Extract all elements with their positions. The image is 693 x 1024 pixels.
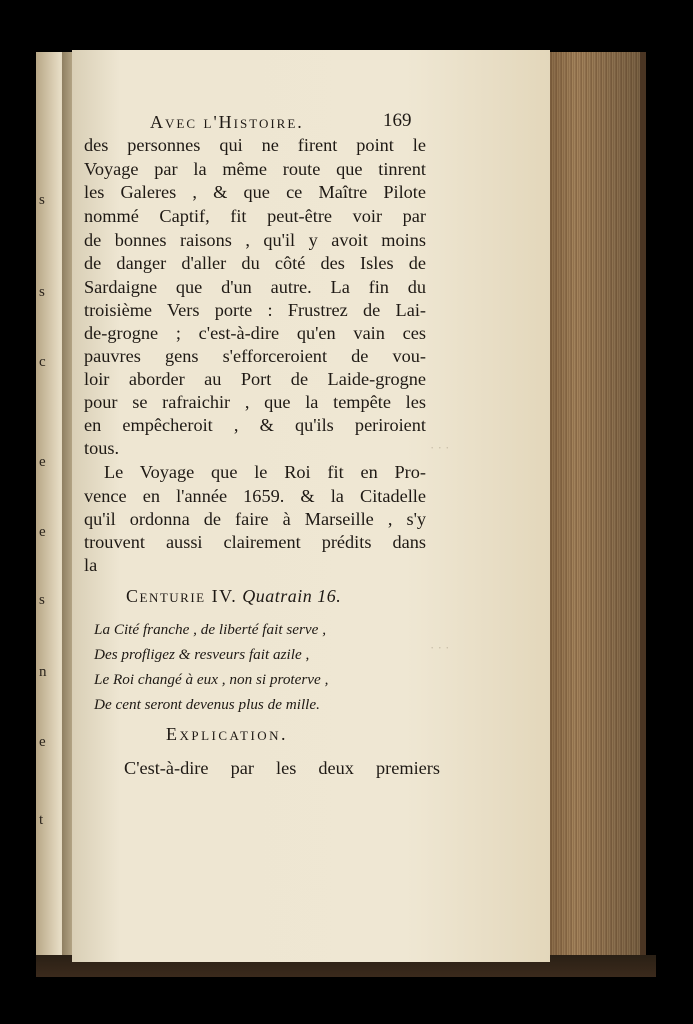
body-line: troisième Vers porte : Frustrez de Lai- [84,300,426,320]
paragraph-line: qu'il ordonna de faire à Marseille , s'y [84,509,426,529]
body-line: les Galeres , & que ce Maître Pilote [84,182,426,202]
verse-line: De cent seront devenus plus de mille. [94,696,320,713]
body-line: loir aborder au Port de Laide-grogne [84,369,426,389]
body-line: en empêcheroit , & qu'ils periroient [84,415,426,435]
body-line: C'est-à-dire par les deux premiers [124,758,440,778]
left-page-fragment: t [39,812,44,828]
left-page-fragment: c [39,354,46,370]
bleed-through: · · · [430,440,450,455]
page-number: 169 [383,110,412,131]
fore-edge-shadow [548,52,640,970]
body-line: de danger d'aller du côté des Isles de [84,253,426,273]
body-line: des personnes qui ne firent point le [84,135,426,155]
paragraph-line: la [84,555,98,575]
left-page-fragment: s [39,192,45,208]
centurie-heading [126,586,341,607]
running-head: Avec l'Histoire. [150,112,304,132]
body-line: pour se rafraichir , que la tempête les [84,392,426,412]
left-page-fragment: n [39,664,47,680]
left-page-fragment: e [39,734,46,750]
body-line: pauvres gens s'efforceroient de vou- [84,346,426,366]
left-page-fragment: e [39,454,46,470]
left-page-fragment: s [39,592,45,608]
paragraph-line: trouvent aussi clairement prédits dans [84,532,426,552]
body-line: Sardaigne que d'un autre. La fin du [84,277,426,297]
body-line: nommé Captif, fit peut-être voir par [84,206,426,226]
bleed-through: · · · [430,640,450,655]
centurie-label: Centurie IV. [126,586,238,606]
paragraph-line: Le Voyage que le Roi fit en Pro- [104,462,426,482]
explication-heading: Explication. [166,724,289,744]
verse-line: Des profligez & resveurs fait azile , [94,646,310,663]
body-line: tous. [84,438,120,458]
paragraph-line: vence en l'année 1659. & la Citadelle [84,486,426,506]
left-page-fragment: e [39,524,46,540]
quatrain-label: Quatrain 16. [242,586,342,606]
left-page-fragment: s [39,284,45,300]
body-line: de-grogne ; c'est-à-dire qu'en vain ces [84,323,426,343]
verse-line: Le Roi changé à eux , non si proterve , [94,671,329,688]
body-line: de bonnes raisons , qu'il y avoit moins [84,230,426,250]
verse-line: La Cité franche , de liberté fait serve , [94,621,326,638]
body-line: Voyage par la même route que tinrent [84,159,426,179]
